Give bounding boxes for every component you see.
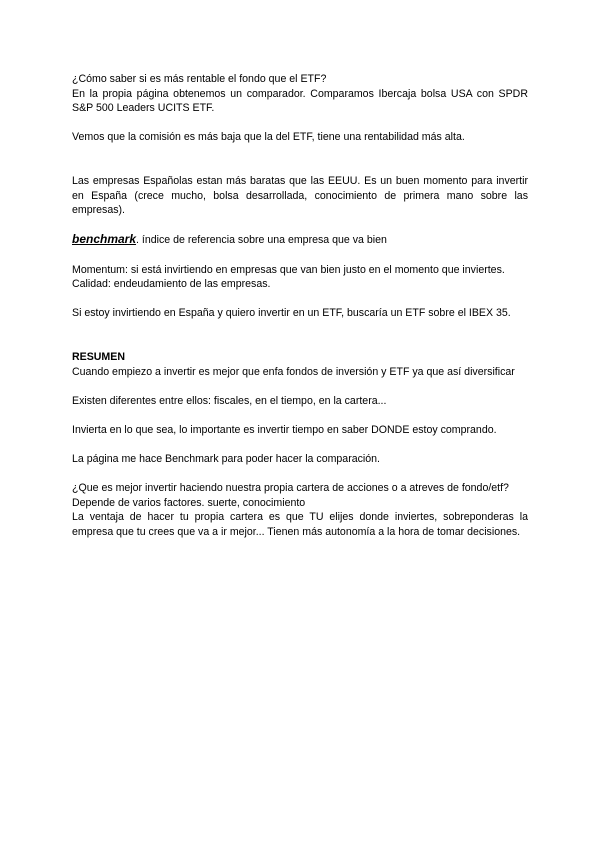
paragraph-ventaja-cartera: La ventaja de hacer tu propia cartera es que TU elijes donde inviertes, sobreponderas la empresa que tu crees que va a ir mejor... Tienen más autonomía a la hora de tomar decisiones. [72, 511, 528, 539]
resumen-heading: RESUMEN [72, 350, 125, 363]
paragraph-diversificar: Cuando empiezo a invertir es mejor que enfa fondos de inversión y ETF ya que así diversificar [72, 365, 515, 378]
paragraph-invertir-tiempo: Invierta en lo que sea, lo importante es invertir tiempo en saber DONDE estoy comprando. [72, 423, 497, 436]
paragraph-ibex: Si estoy invirtiendo en España y quiero invertir en un ETF, buscaría un ETF sobre el IBEX 35. [72, 307, 511, 320]
benchmark-term: benchmark [72, 232, 137, 247]
document-body [72, 72, 528, 540]
benchmark-definition: . índice de referencia sobre una empresa que va bien [136, 234, 387, 247]
paragraph-empresas-espanolas: Las empresas Españolas estan más baratas que las EEUU. Es un buen momento para invertir en España (crece mucho, bolsa desarrollada, conocimiento de primera mano sobre las empresas). [72, 174, 528, 217]
paragraph-diferencias: Existen diferentes entre ellos: fiscales, en el tiempo, en la cartera... [72, 394, 387, 407]
question-cartera: ¿Que es mejor invertir haciendo nuestra propia cartera de acciones o a atreves de fondo/etf? [72, 482, 509, 495]
paragraph-comparador: En la propia página obtenemos un comparador. Comparamos Ibercaja bolsa USA con SPDR S&P 500 Leaders UCITS ETF. [72, 87, 528, 115]
paragraph-pagina-benchmark: La página me hace Benchmark para poder hacer la comparación. [72, 453, 380, 466]
paragraph-comision: Vemos que la comisión es más baja que la del ETF, tiene una rentabilidad más alta. [72, 131, 465, 144]
question-rentabilidad: ¿Cómo saber si es más rentable el fondo que el ETF? [72, 73, 327, 85]
paragraph-factores: Depende de varios factores. suerte, conocimiento [72, 496, 306, 509]
paragraph-benchmark [72, 232, 528, 248]
paragraph-calidad: Calidad: endeudamiento de las empresas. [72, 278, 271, 291]
paragraph-momentum: Momentum: si está invirtiendo en empresas que van bien justo en el momento que inviertes. [72, 263, 505, 276]
